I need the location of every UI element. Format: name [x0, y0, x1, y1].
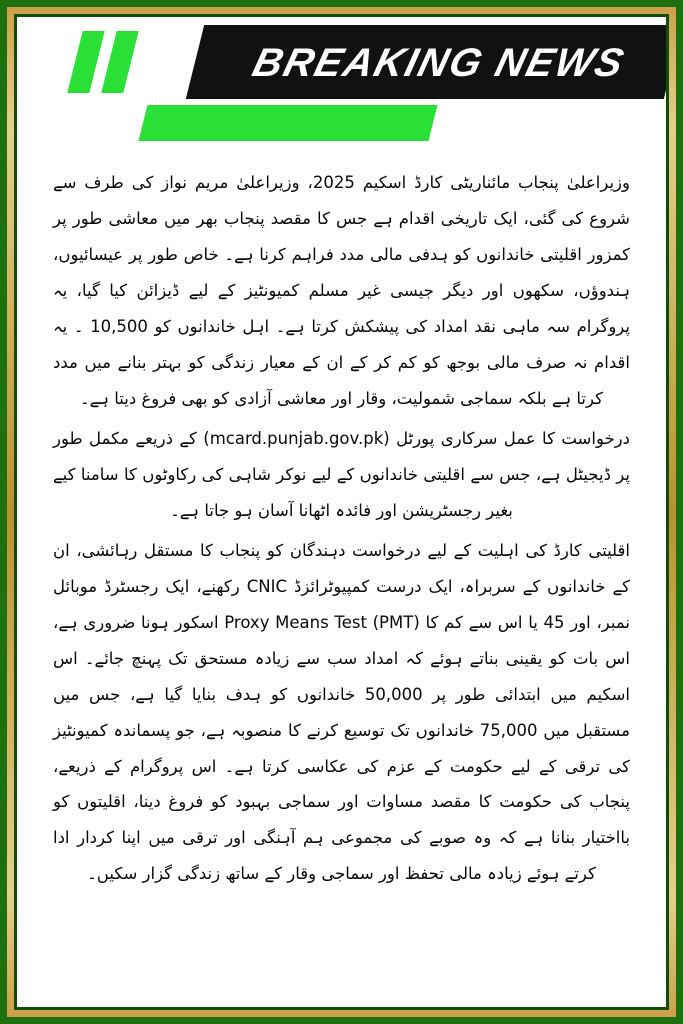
article-body [17, 157, 666, 910]
content-frame [14, 14, 669, 1010]
banner-title: BREAKING NEWS [248, 40, 630, 85]
breaking-news-banner [17, 17, 666, 157]
banner-accent-bars-icon [75, 31, 131, 93]
article-paragraph: درخواست کا عمل سرکاری پورٹل (mcard.punjab.gov.pk) کے ذریعے مکمل طور پر ڈیجیٹل ہے، جس سے اقلیتی خاندانوں کے لیے نوکر شاہی کی رکاوٹوں کا سامنا کیے بغیر رجسٹریشن اور فائدہ اٹھانا آسان ہو جاتا ہے۔ [53, 428, 630, 520]
article-paragraph: اقلیتی کارڈ کی اہلیت کے لیے درخواست دہندگان کو پنجاب کا مستقل رہائشی، ان کے خاندانوں کے سربراہ، ایک درست کمپیوٹرائزڈ CNIC رکھنے، ایک رجسٹرڈ موبائل نمبر، اور 45 یا اس سے کم کا Proxy Means Test (PMT) اسکور ہونا ضروری ہے، اس بات کو یقینی بناتے ہوئے کہ امداد سب سے زیادہ مستحق تک پہنچ جائے۔ اس اسکیم میں ابتدائی طور پر 50,000 خاندانوں کو ہدف بنایا گیا ہے، جس میں مستقبل میں 75,000 خاندانوں تک توسیع کرنے کا منصوبہ ہے، جو پسماندہ کمیونٹیز کی ترقی کے لیے حکومت کے عزم کی عکاسی کرتا ہے۔ اس پروگرام کے ذریعے، پنجاب کی حکومت کا مقصد مساوات اور سماجی بہبود کو فروغ دینا، اقلیتوں کو بااختیار بنانا ہے کہ وہ صوبے کی مجموعی ہم آہنگی اور ترقی میں اپنا کردار ادا کرتے ہوئے زیادہ مالی تحفظ اور سماجی وقار کے ساتھ زندگی گزار سکیں۔ [53, 540, 630, 884]
article-paragraph: وزیراعلیٰ پنجاب مائناریٹی کارڈ اسکیم 2025، وزیراعلیٰ مریم نواز کی طرف سے شروع کی گئی، ایک تاریخی اقدام ہے جس کا مقصد پنجاب بھر میں معاشی طور پر کمزور اقلیتی خاندانوں کو ہدفی مالی مدد فراہم کرنا ہے۔ خاص طور پر عیسائیوں، ہندوؤں، سکھوں اور دیگر جیسی غیر مسلم کمیونٹیز کے لیے ڈیزائن کیا گیا، یہ پروگرام سہ ماہی نقد امداد کی پیشکش کرتا ہے۔ اہل خاندانوں کو 10,500 ۔ یہ اقدام نہ صرف مالی بوجھ کو کم کر کے ان کے معیار زندگی کو بہتر بنانے میں مدد کرتا ہے بلکہ سماجی شمولیت، وقار اور معاشی آزادی کو بھی فروغ دیتا ہے۔ [53, 173, 630, 408]
banner-green-strip [139, 105, 438, 141]
